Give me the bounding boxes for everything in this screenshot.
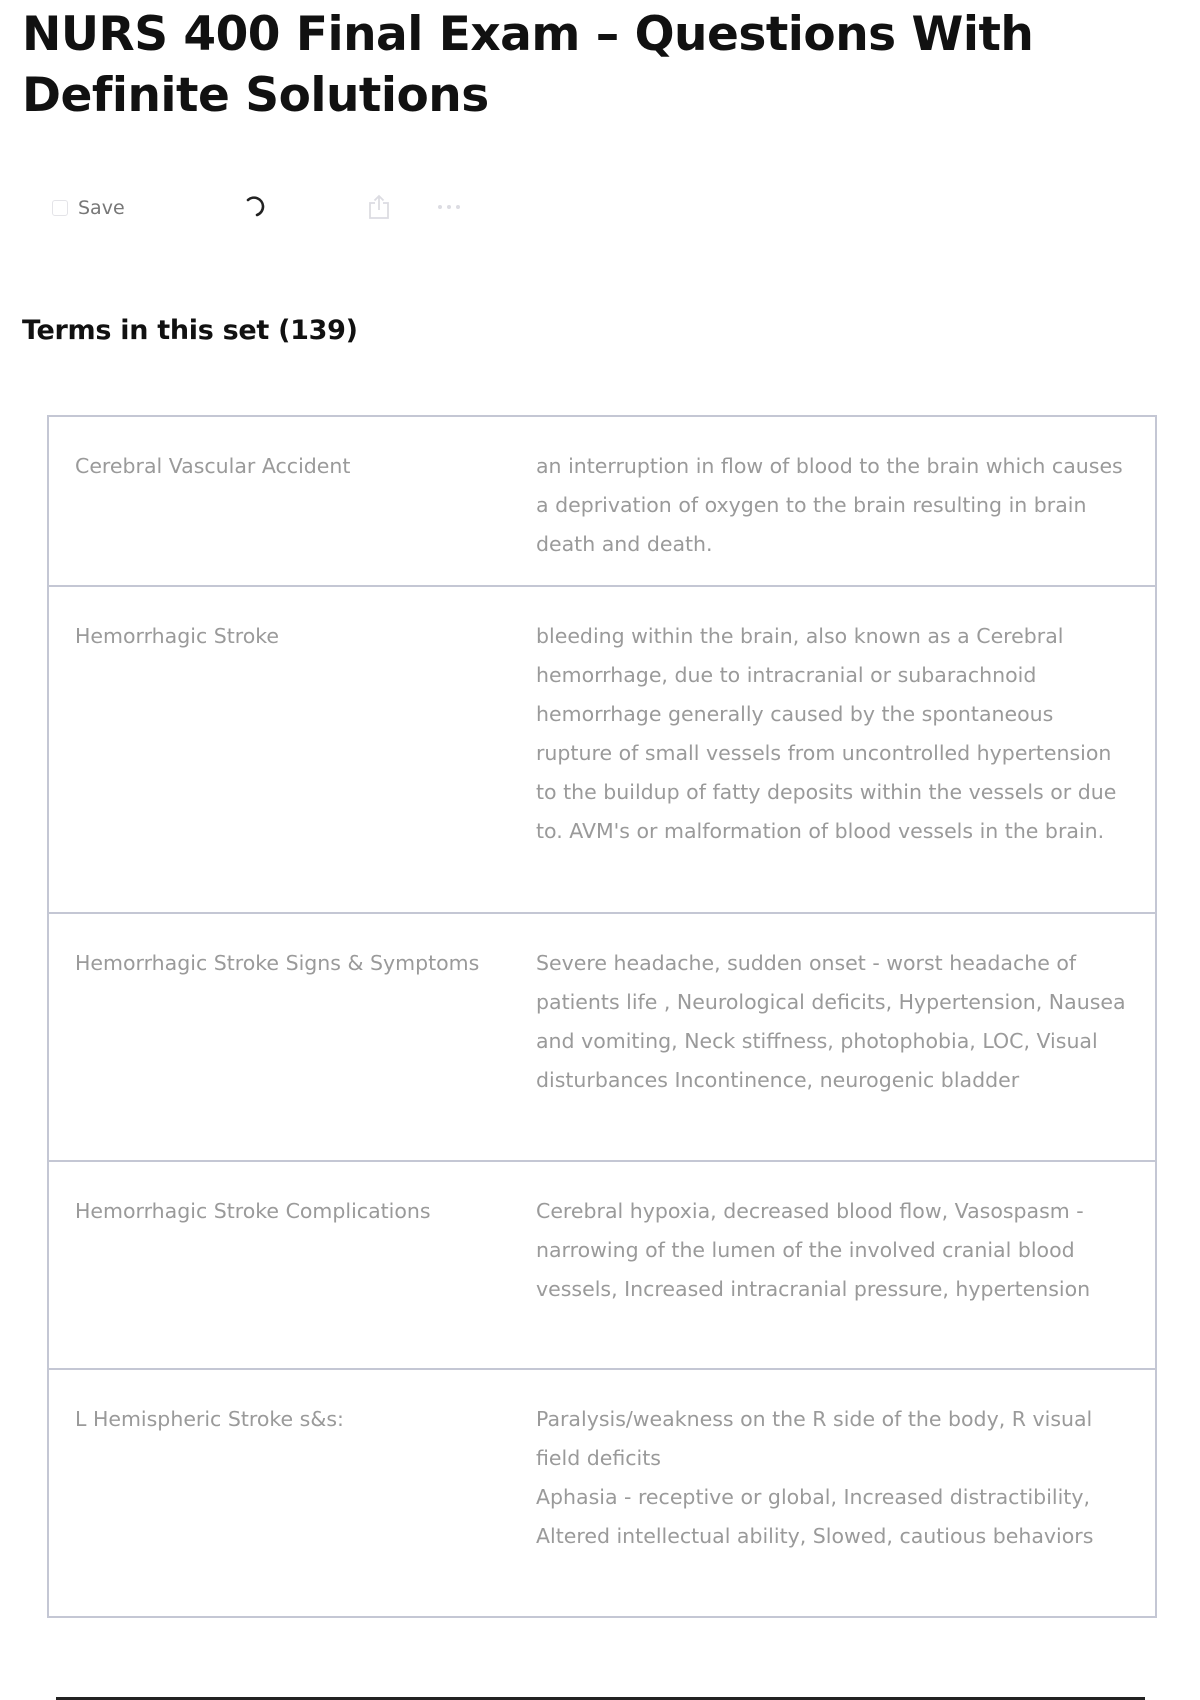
term-cell: Hemorrhagic Stroke — [48, 586, 520, 913]
term-cell: Hemorrhagic Stroke Complications — [48, 1161, 520, 1369]
terms-table — [47, 415, 1157, 1618]
definition-cell: an interruption in flow of blood to the brain which causes a deprivation of oxygen to the brain resulting in brain death and death. — [520, 416, 1156, 586]
share-icon[interactable] — [366, 193, 392, 221]
table-row — [48, 1369, 1156, 1617]
definition-cell: Cerebral hypoxia, decreased blood flow, Vasospasm - narrowing of the lumen of the involved cranial blood vessels, Increased intracranial pressure, hypertension — [520, 1161, 1156, 1369]
definition-cell: Severe headache, sudden onset - worst headache of patients life , Neurological deficits, Hypertension, Nausea and vomiting, Neck stiffness, photophobia, LOC, Visual disturbances Incontinence, neurogenic bladder — [520, 913, 1156, 1161]
save-button[interactable] — [52, 190, 125, 226]
page-title: NURS 400 Final Exam – Questions With Definite Solutions — [22, 7, 1034, 123]
term-cell: Cerebral Vascular Accident — [48, 416, 520, 586]
save-label: Save — [78, 197, 125, 219]
checkbox-icon — [52, 200, 68, 216]
more-icon[interactable] — [434, 195, 464, 219]
table-row — [48, 1161, 1156, 1369]
terms-heading: Terms in this set (139) — [22, 315, 358, 346]
term-cell: L Hemispheric Stroke s&s: — [48, 1369, 520, 1617]
definition-cell: bleeding within the brain, also known as a Cerebral hemorrhage, due to intracranial or subarachnoid hemorrhage generally caused by the spontaneous rupture of small vessels from uncontrolled hypertension to the buildup of fatty deposits within the vessels or due to. AVM's or malformation of blood vessels in the brain. — [520, 586, 1156, 913]
spinner-icon — [242, 194, 268, 220]
term-cell: Hemorrhagic Stroke Signs & Symptoms — [48, 913, 520, 1161]
table-row — [48, 586, 1156, 913]
table-row — [48, 416, 1156, 586]
definition-cell: Paralysis/weakness on the R side of the body, R visual field deficits Aphasia - receptive or global, Increased distractibility, Altered intellectual ability, Slowed, cautious behaviors — [520, 1369, 1156, 1617]
toolbar — [52, 190, 512, 226]
table-row — [48, 913, 1156, 1161]
